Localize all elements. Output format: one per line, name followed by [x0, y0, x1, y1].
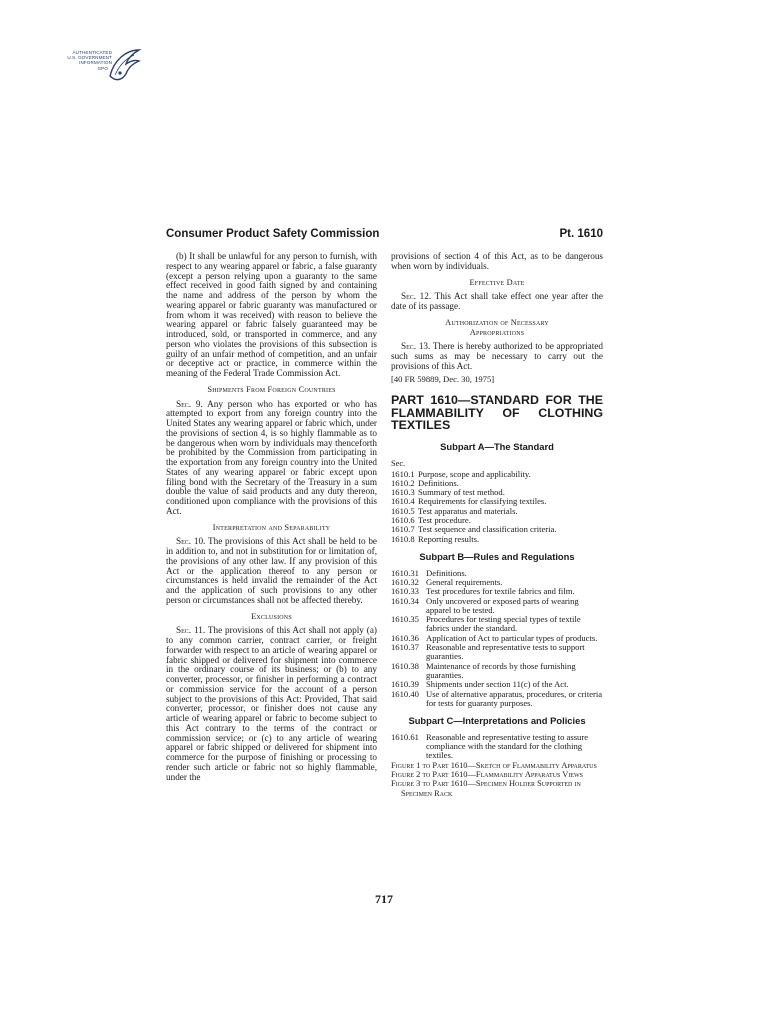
toc-item-title: Test sequence and classification criteria.	[418, 524, 557, 535]
figure-3-entry	[391, 779, 603, 798]
toc-item-number: 1610.31	[391, 567, 419, 578]
section-11-continued: provisions of section 4 of this Act, as to be dangerous when worn by individuals.	[391, 251, 603, 271]
toc-item	[391, 643, 603, 662]
toc-item	[391, 690, 603, 709]
agency-name: Consumer Product Safety Commission	[166, 228, 380, 240]
seal-line-2: U.S. GOVERNMENT	[67, 55, 112, 61]
heading-authorization-line-2: Appropriations	[469, 327, 525, 337]
toc-item-number: 1610.6	[391, 515, 415, 526]
eagle-icon	[106, 46, 142, 86]
toc-item-title: Definitions.	[426, 567, 467, 578]
toc-item-title: Requirements for classifying textiles.	[418, 496, 547, 507]
section-11-text: The provisions of this Act shall not apply (a) to any common carrier, contract carrier, or freight forwarder with respect to an article of wearing apparel or fabric shipped or delivered for shipment into commerce in the ordinary course of its business; or (b) to any converter, processor, or finisher in performing a contract or commission service for the account of a person subject to the provisions of this Act: Provided, That said converter, processor, or finisher does not cause any article of wearing apparel or fabric to become subject to this Act contrary to the terms of the contract or commission service; or (c) to any article of wearing apparel or fabric shipped or delivered for shipment into commerce for the purpose of finishing or processing to render such article or fabric not so highly flammable, under the	[166, 625, 377, 782]
toc-item-number: 1610.40	[391, 688, 419, 699]
toc-item-title: Summary of test method.	[418, 487, 505, 498]
section-10-label: Sec. 10.	[176, 536, 206, 547]
toc-item	[391, 662, 603, 681]
section-12-label: Sec. 12.	[401, 291, 432, 302]
right-column	[391, 252, 603, 798]
gpo-authentication-seal	[56, 46, 142, 86]
heading-interpretation-and-separability: Interpretation and Separability	[212, 522, 331, 532]
toc-item-number: 1610.1	[391, 468, 415, 479]
part-title: PART 1610—STANDARD FOR THE FLAMMABILITY OF CLOTHING TEXTILES	[391, 393, 603, 433]
section-11-label: Sec. 11.	[176, 625, 206, 636]
section-12	[391, 292, 603, 312]
toc-item-title: Use of alternative apparatus, procedures, or criteria for tests for guaranty purposes.	[426, 688, 603, 708]
section-13	[391, 342, 603, 371]
heading-shipments-from-foreign-countries: Shipments From Foreign Countries	[207, 384, 336, 394]
figure-1-entry	[391, 761, 603, 770]
section-11	[166, 626, 377, 782]
heading-authorization-line-1: Authorization of Necessary	[445, 317, 549, 327]
toc-item	[391, 535, 603, 544]
section-10	[166, 537, 377, 605]
section-12-text: This Act shall take effect one year after the date of its passage.	[391, 291, 603, 311]
paragraph-b: (b) It shall be unlawful for any person to furnish, with respect to any wearing apparel or fabric, a false guaranty (except a person relying upon a guaranty to the same effect received in good faith signed by and containing the name and address of the person by whom the wearing apparel or fabric guaranty was manufactured or from whom it was received) with reason to believe the wearing apparel or fabric falsely guaranteed may be introduced, sold, or transported in commerce, and any person who violates the provisions of this subsection is guilty of an unfair method of competition, and an unfair or deceptive act or practice, in commerce within the meaning of the Federal Trade Commission Act.	[166, 251, 377, 378]
running-head	[166, 228, 603, 244]
toc-item-number: 1610.32	[391, 576, 419, 587]
toc-item-number: 1610.36	[391, 632, 419, 643]
seal-line-4: GPO	[97, 65, 108, 71]
section-9-label: Sec. 9.	[176, 398, 203, 409]
toc-item-number: 1610.34	[391, 595, 419, 606]
toc-item-title: Procedures for testing special types of textile fabrics under the standard.	[426, 614, 581, 634]
part-number: Pt. 1610	[559, 228, 603, 240]
toc-item-title: Purpose, scope and applicability.	[418, 468, 531, 479]
left-column	[166, 252, 377, 785]
figure-3-title: Figure 3 to Part 1610—Specimen Holder Supported in Specimen Rack	[391, 779, 581, 798]
sec-label: Sec.	[391, 458, 406, 468]
toc-item-title: Test apparatus and materials.	[418, 505, 518, 516]
toc-subpart-c	[391, 733, 603, 761]
toc-item-title: Reporting results.	[418, 533, 480, 544]
toc-item-title: Test procedure.	[418, 515, 471, 526]
toc-item-title: Definitions.	[418, 477, 459, 488]
toc-item-number: 1610.4	[391, 496, 415, 507]
section-9	[166, 400, 377, 517]
toc-item-number: 1610.2	[391, 477, 415, 488]
seal-line-1: AUTHENTICATED	[72, 50, 112, 55]
section-9-text: Any person who has exported or who has attempted to export from any foreign country into the United States any wearing apparel or fabric which, under the provisions of section 4, is so highly flammable as to be dangerous when worn by individuals may thenceforth be prohibited by the Commission from participating in the exportation from any foreign country into the United States of any wearing apparel or fabric except upon filing bond with the Secretary of the Treasury in a sum double the value of said products and any duty thereon, conditioned upon compliance with the provisions of this Act.	[166, 398, 377, 516]
toc-item-number: 1610.8	[391, 533, 415, 544]
figure-2-title: Figure 2 to Part 1610—Flammability Apparatus Views	[391, 770, 583, 780]
section-13-text: There is hereby authorized to be appropriated such sums as may be necessary to carry out the provisions of this Act.	[391, 341, 603, 371]
toc-item-title: Reasonable and representative testing to assure compliance with the standard for the clothing textiles.	[426, 731, 589, 761]
seal-line-3: INFORMATION	[79, 60, 112, 66]
page-number: 717	[375, 892, 393, 906]
toc-item-title: Only uncovered or exposed parts of wearing apparel to be tested.	[426, 595, 579, 615]
toc-item-number: 1610.38	[391, 660, 419, 671]
subpart-a-heading: Subpart A—The Standard	[440, 441, 554, 453]
toc-subpart-a	[391, 470, 603, 544]
section-10-text: The provisions of this Act shall be held to be in addition to, and not in substitution for or limitation of, the provisions of any other law. If any provision of this Act or the application thereof to any person or circumstances is held invalid the remainder of the Act and the application of such provisions to any other person or circumstances shall not be affected thereby.	[166, 536, 377, 605]
toc-item-title: Maintenance of records by those furnishing guaranties.	[426, 660, 576, 680]
toc-item-number: 1610.33	[391, 586, 419, 597]
toc-item-number: 1610.3	[391, 487, 415, 498]
toc-item	[391, 733, 603, 761]
toc-item-number: 1610.37	[391, 642, 419, 653]
heading-effective-date: Effective Date	[469, 277, 525, 287]
heading-authorization	[391, 318, 603, 338]
toc-item-title: General requirements.	[426, 576, 503, 587]
toc-subpart-b	[391, 569, 603, 708]
toc-item-number: 1610.7	[391, 524, 415, 535]
figure-2-entry	[391, 770, 603, 779]
toc-item	[391, 597, 603, 616]
toc-item-number: 1610.61	[391, 731, 419, 742]
subpart-b-heading: Subpart B—Rules and Regulations	[419, 550, 575, 562]
toc-item-number: 1610.5	[391, 505, 415, 516]
toc-item-title: Test procedures for textile fabrics and film.	[426, 586, 575, 597]
subpart-c-heading: Subpart C—Interpretations and Policies	[408, 715, 586, 727]
toc-item-title: Application of Act to particular types of products.	[426, 632, 598, 643]
toc-item-number: 1610.39	[391, 679, 419, 690]
seal-text	[56, 50, 112, 71]
toc-item-number: 1610.35	[391, 614, 419, 625]
toc-item	[391, 615, 603, 634]
section-13-label: Sec. 13.	[401, 341, 431, 352]
toc-item-title: Shipments under section 11(c) of the Act.	[426, 679, 569, 690]
federal-register-citation: [40 FR 59889, Dec. 30, 1975]	[391, 373, 495, 384]
heading-exclusions: Exclusions	[251, 611, 292, 621]
toc-item-title: Reasonable and representative tests to support guaranties.	[426, 642, 585, 662]
figure-1-title: Figure 1 to Part 1610—Sketch of Flammability Apparatus	[391, 760, 597, 770]
